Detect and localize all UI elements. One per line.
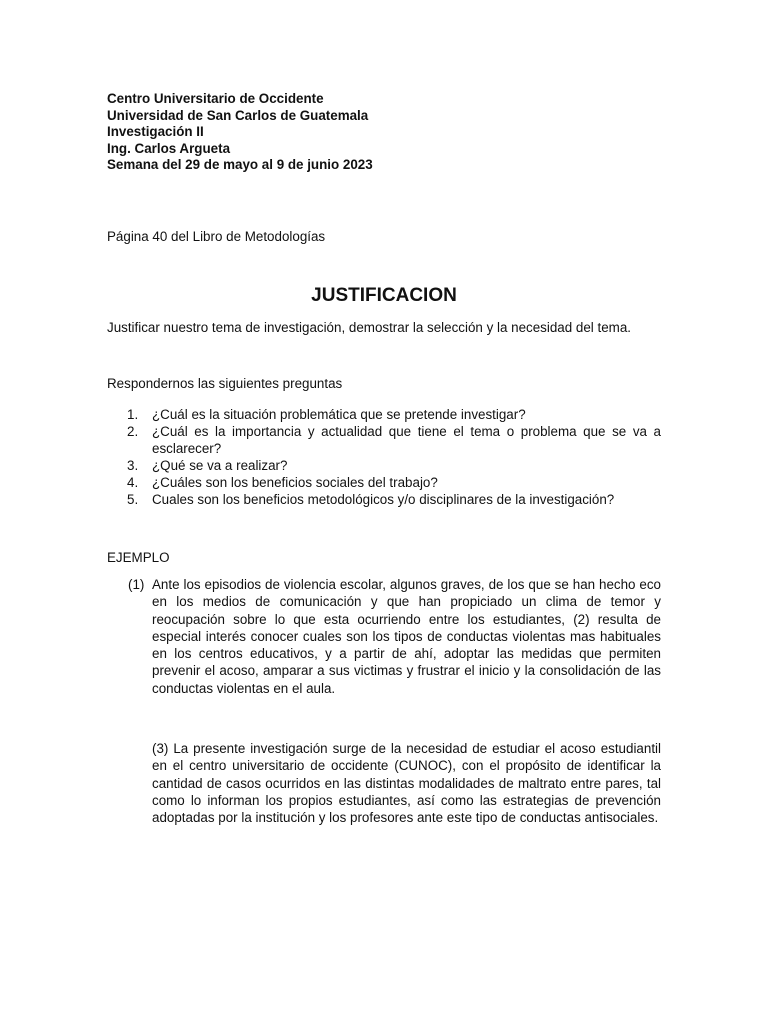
- example-paragraph-3: (3) La presente investigación surge de la necesidad de estudiar el acoso estudiantil en el centro universitario de occidente (CUNOC), con el propósito de identificar la cantidad de casos ocurridos en las distintas modalidades de maltrato entre pares, tal como lo informan los propios estudiantes, así como las estrategias de prevención adoptadas por la institución y los profesores ante este tipo de conductas antisociales.: [152, 741, 661, 826]
- question-text: ¿Cuál es la importancia y actualidad que tiene el tema o problema que se va a esclarecer?: [152, 424, 661, 456]
- example-paragraph-1: [128, 576, 661, 697]
- question-text: ¿Cuál es la situación problemática que se pretende investigar?: [152, 407, 526, 422]
- section-title: JUSTIFICACION: [311, 285, 457, 306]
- intro-paragraph: Justificar nuestro tema de investigación, demostrar la selección y la necesidad del tema.: [107, 320, 631, 335]
- list-item: [107, 406, 661, 423]
- list-item: [107, 457, 661, 474]
- header-instructor: Ing. Carlos Argueta: [107, 140, 231, 156]
- question-text: Cuales son los beneficios metodológicos y/o disciplinares de la investigación?: [152, 492, 615, 507]
- example-text: Ante los episodios de violencia escolar, algunos graves, de los que se han hecho eco en los medios de comunicación y que han propiciado un clima de temor y reocupación sobre lo que esta ocurriendo entre los estudiantes, (2) resulta de especial interés conocer cuales son los tipos de conductas violentas mas habituales en los centros educativos, y a partir de ahí, adoptar las medidas que permiten prevenir el acoso, amparar a sus victimas y frustrar el inicio y la consolidación de las conductas violentas en el aula.: [152, 577, 661, 696]
- list-number: 5.: [127, 492, 139, 507]
- list-number: 3.: [127, 458, 139, 473]
- document-header: [107, 91, 373, 174]
- list-number: 2.: [127, 424, 139, 439]
- header-university: Universidad de San Carlos de Guatemala: [107, 107, 369, 123]
- questions-list: [107, 406, 661, 508]
- example-heading: EJEMPLO: [107, 550, 170, 565]
- header-course: Investigación II: [107, 124, 204, 139]
- book-reference: Página 40 del Libro de Metodologías: [107, 229, 326, 244]
- list-item: [107, 474, 661, 491]
- list-item: [107, 423, 661, 457]
- example-marker: (1): [128, 577, 145, 592]
- header-week: Semana del 29 de mayo al 9 de junio 2023: [107, 157, 373, 172]
- list-number: 1.: [127, 407, 139, 422]
- header-institution: Centro Universitario de Occidente: [107, 91, 324, 106]
- list-item: [107, 491, 661, 508]
- question-text: ¿Cuáles son los beneficios sociales del trabajo?: [152, 475, 438, 490]
- list-number: 4.: [127, 475, 139, 490]
- questions-prompt: Respondernos las siguientes preguntas: [107, 376, 343, 391]
- question-text: ¿Qué se va a realizar?: [152, 458, 288, 473]
